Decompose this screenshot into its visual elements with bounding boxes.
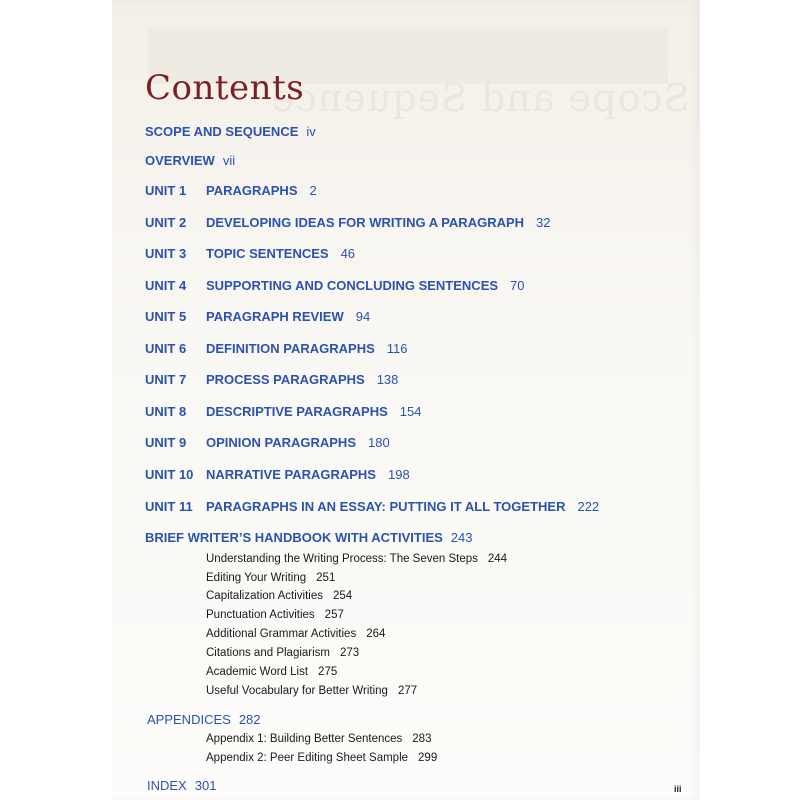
page-folio: iii: [674, 784, 682, 794]
toc-entry-index[interactable]: [147, 778, 216, 793]
toc-page-number: 46: [340, 246, 356, 261]
unit-title: PARAGRAPHS IN AN ESSAY: PUTTING IT ALL TOGETHER: [206, 499, 566, 514]
toc-page-number: 251: [316, 572, 336, 584]
toc-page-number: 180: [368, 435, 390, 450]
toc-page-number: 2: [309, 183, 317, 198]
toc-page-number: 257: [324, 609, 344, 621]
toc-page-number: 154: [399, 404, 422, 419]
toc-entry-overview[interactable]: [145, 153, 235, 168]
unit-number: UNIT 7: [145, 372, 187, 387]
unit-title: DESCRIPTIVE PARAGRAPHS: [206, 404, 388, 419]
toc-page-number: 222: [577, 499, 600, 514]
subentry-title: Academic Word List: [206, 666, 309, 678]
page-title: Contents: [145, 68, 305, 108]
toc-unit-6[interactable]: [145, 341, 408, 356]
unit-title: PROCESS PARAGRAPHS: [206, 372, 365, 387]
subentry-title: Appendix 2: Peer Editing Sheet Sample: [206, 752, 409, 764]
unit-number: UNIT 5: [145, 309, 187, 324]
toc-unit-7[interactable]: [145, 372, 398, 387]
subentry-title: Understanding the Writing Process: The Seven Steps: [206, 553, 478, 565]
unit-number: UNIT 3: [145, 246, 187, 261]
toc-page-number: 138: [376, 372, 399, 387]
unit-title: DEVELOPING IDEAS FOR WRITING A PARAGRAPH: [206, 215, 525, 230]
toc-page-number: iv: [306, 124, 316, 139]
subentry-title: Capitalization Activities: [206, 590, 323, 602]
toc-subentry[interactable]: [206, 572, 335, 584]
subentry-title: Useful Vocabulary for Better Writing: [206, 685, 388, 697]
toc-page-number: 116: [386, 341, 408, 356]
toc-page-number: vii: [222, 153, 236, 168]
unit-number: UNIT 10: [145, 467, 194, 482]
toc-entry-label: SCOPE AND SEQUENCE: [145, 124, 299, 139]
toc-subentry[interactable]: [206, 733, 431, 745]
toc-subentry[interactable]: [206, 752, 437, 764]
toc-unit-8[interactable]: [145, 404, 422, 419]
unit-number: UNIT 11: [145, 499, 193, 514]
unit-title: NARRATIVE PARAGRAPHS: [206, 467, 376, 482]
toc-page-number: 244: [487, 553, 508, 565]
subentry-title: Citations and Plagiarism: [206, 647, 331, 659]
toc-page-number: 277: [397, 685, 418, 697]
toc-subentry[interactable]: [206, 628, 385, 640]
toc-page-number: 198: [387, 467, 410, 482]
unit-number: UNIT 9: [145, 435, 187, 450]
toc-page-number: 282: [238, 712, 261, 727]
toc-page-number: 32: [536, 215, 551, 230]
toc-page-number: 283: [412, 733, 432, 745]
toc-entry-scope[interactable]: [145, 124, 316, 139]
subentry-title: Additional Grammar Activities: [206, 628, 357, 640]
unit-number: UNIT 6: [145, 341, 187, 356]
unit-title: DEFINITION PARAGRAPHS: [206, 341, 375, 356]
toc-subentry[interactable]: [206, 685, 417, 697]
toc-unit-3[interactable]: [145, 246, 355, 261]
toc-page-number: 264: [366, 628, 386, 640]
toc-unit-1[interactable]: [145, 183, 317, 198]
toc-entry-handbook[interactable]: [145, 530, 473, 545]
unit-number: UNIT 2: [145, 215, 187, 230]
toc-subentry[interactable]: [206, 666, 337, 678]
toc-unit-5[interactable]: [145, 309, 370, 324]
toc-page-number: 275: [318, 666, 338, 678]
toc-unit-10[interactable]: [145, 467, 410, 482]
toc-subentry[interactable]: [206, 553, 507, 565]
unit-number: UNIT 8: [145, 404, 187, 419]
toc-page-number: 299: [418, 752, 438, 764]
toc-unit-9[interactable]: [145, 435, 390, 450]
book-page: [112, 0, 700, 800]
unit-title: PARAGRAPH REVIEW: [206, 309, 344, 324]
toc-unit-2[interactable]: [145, 215, 551, 230]
toc-entry-label: OVERVIEW: [145, 153, 215, 168]
unit-number: UNIT 4: [145, 278, 187, 293]
toc-entry-appendices[interactable]: [147, 712, 261, 727]
toc-page-number: 273: [340, 647, 360, 659]
unit-number: UNIT 1: [145, 183, 187, 198]
toc-page-number: 254: [332, 590, 353, 602]
subentry-title: Punctuation Activities: [206, 609, 315, 621]
bleed-through-heading: Scope and Sequence: [271, 76, 690, 120]
toc-page-number: 243: [450, 530, 473, 545]
unit-title: SUPPORTING AND CONCLUDING SENTENCES: [206, 278, 499, 293]
toc-subentry[interactable]: [206, 609, 344, 621]
subentry-title: Editing Your Writing: [206, 572, 307, 584]
toc-page-number: 301: [194, 778, 217, 793]
toc-page-number: 70: [510, 278, 525, 293]
unit-title: OPINION PARAGRAPHS: [206, 435, 356, 450]
toc-unit-11[interactable]: [145, 499, 599, 514]
unit-title: PARAGRAPHS: [206, 183, 298, 198]
toc-entry-label: APPENDICES: [147, 712, 231, 727]
toc-subentry[interactable]: [206, 647, 359, 659]
toc-page-number: 94: [355, 309, 371, 324]
subentry-title: Appendix 1: Building Better Sentences: [206, 733, 403, 745]
toc-entry-label: BRIEF WRITER’S HANDBOOK WITH ACTIVITIES: [145, 530, 443, 545]
toc-entry-label: INDEX: [147, 778, 187, 793]
unit-title: TOPIC SENTENCES: [206, 246, 329, 261]
toc-unit-4[interactable]: [145, 278, 525, 293]
toc-subentry[interactable]: [206, 590, 352, 602]
